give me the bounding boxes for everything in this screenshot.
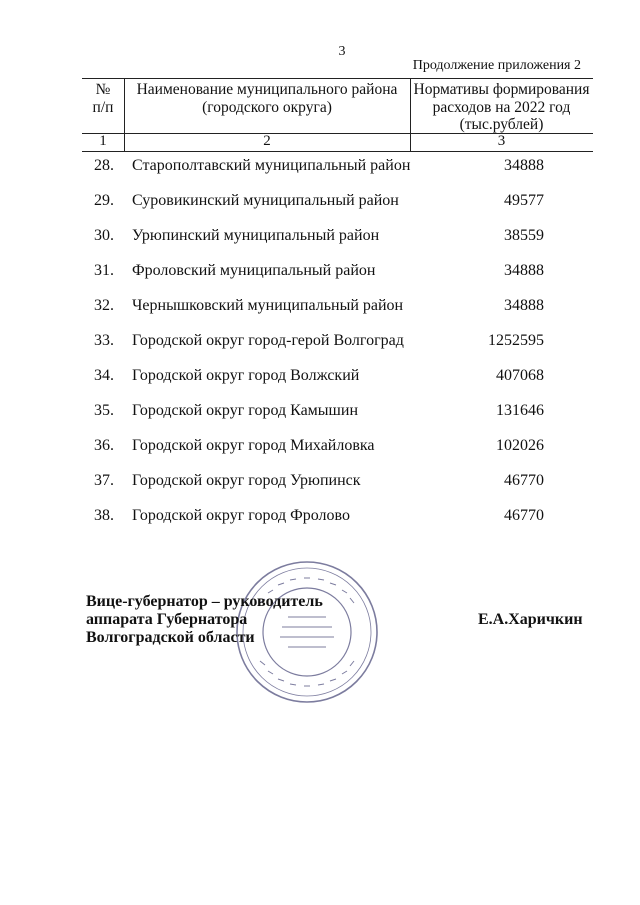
- continuation-note: Продолжение приложения 2: [412, 58, 581, 73]
- table-row: [0, 192, 640, 214]
- row-value: 46770: [504, 507, 544, 524]
- row-district-name: Чернышковский муниципальный район: [132, 297, 404, 314]
- signature-position-line3: Волгоградской области: [86, 629, 255, 646]
- table-row: [0, 262, 640, 284]
- row-value: 34888: [504, 297, 544, 314]
- table-row: [0, 157, 640, 179]
- header-name-line2: (городского округа): [202, 98, 332, 116]
- row-district-name: Старополтавский муниципальный район: [132, 157, 411, 174]
- signatory-name: Е.А.Харичкин: [478, 611, 583, 628]
- row-district-name: Городской округ город Волжский: [132, 367, 360, 384]
- table-row: [0, 297, 640, 319]
- row-district-name: Городской округ город Михайловка: [132, 437, 375, 454]
- table-row: [0, 332, 640, 354]
- table-row: [0, 472, 640, 494]
- table-row: [0, 437, 640, 459]
- row-number: 28.: [94, 157, 114, 174]
- row-value: 131646: [496, 402, 544, 419]
- header-norm-line2: расходов на 2022 год: [432, 98, 571, 116]
- row-district-name: Суровикинский муниципальный район: [132, 192, 399, 209]
- row-district-name: Городской округ город Урюпинск: [132, 472, 361, 489]
- header-norm-cell: [410, 81, 593, 134]
- signature-position-line2: аппарата Губернатора: [86, 611, 248, 628]
- signature-position-line1: Вице-губернатор – руководитель: [86, 593, 323, 610]
- row-district-name: Урюпинский муниципальный район: [132, 227, 380, 244]
- row-value: 34888: [504, 262, 544, 279]
- row-number: 38.: [94, 507, 114, 524]
- row-number: 34.: [94, 367, 114, 384]
- row-number: 33.: [94, 332, 114, 349]
- row-district-name: Городской округ город-герой Волгоград: [132, 332, 404, 349]
- row-number: 35.: [94, 402, 114, 419]
- header-number-line2: п/п: [92, 98, 114, 116]
- column-number: 1: [99, 133, 107, 149]
- signature-position: [86, 593, 323, 646]
- row-district-name: Городской округ город Фролово: [132, 507, 350, 524]
- table-row: [0, 227, 640, 249]
- row-number: 36.: [94, 437, 114, 454]
- row-value: 38559: [504, 227, 544, 244]
- header-name-cell: [124, 81, 410, 116]
- table-row: [0, 402, 640, 424]
- row-number: 30.: [94, 227, 114, 244]
- column-number: 2: [263, 133, 271, 149]
- row-value: 407068: [496, 367, 544, 384]
- header-norm-line3: (тыс.рублей): [459, 116, 544, 133]
- row-district-name: Городской округ город Камышин: [132, 402, 358, 419]
- header-number-cell: [82, 81, 124, 116]
- page-number: 3: [338, 44, 346, 59]
- row-number: 31.: [94, 262, 114, 279]
- header-name-line1: Наименование муниципального района: [136, 81, 398, 98]
- row-value: 49577: [504, 192, 544, 209]
- row-number: 37.: [94, 472, 114, 489]
- row-value: 1252595: [488, 332, 544, 349]
- row-district-name: Фроловский муниципальный район: [132, 262, 376, 279]
- column-number: 3: [497, 133, 506, 149]
- table-row: [0, 507, 640, 529]
- row-value: 46770: [504, 472, 544, 489]
- row-value: 102026: [496, 437, 544, 454]
- row-number: 32.: [94, 297, 114, 314]
- header-number-line1: №: [95, 81, 111, 98]
- row-number: 29.: [94, 192, 114, 209]
- table-row: [0, 367, 640, 389]
- row-value: 34888: [504, 157, 544, 174]
- header-norm-line1: Нормативы формирования: [413, 81, 590, 98]
